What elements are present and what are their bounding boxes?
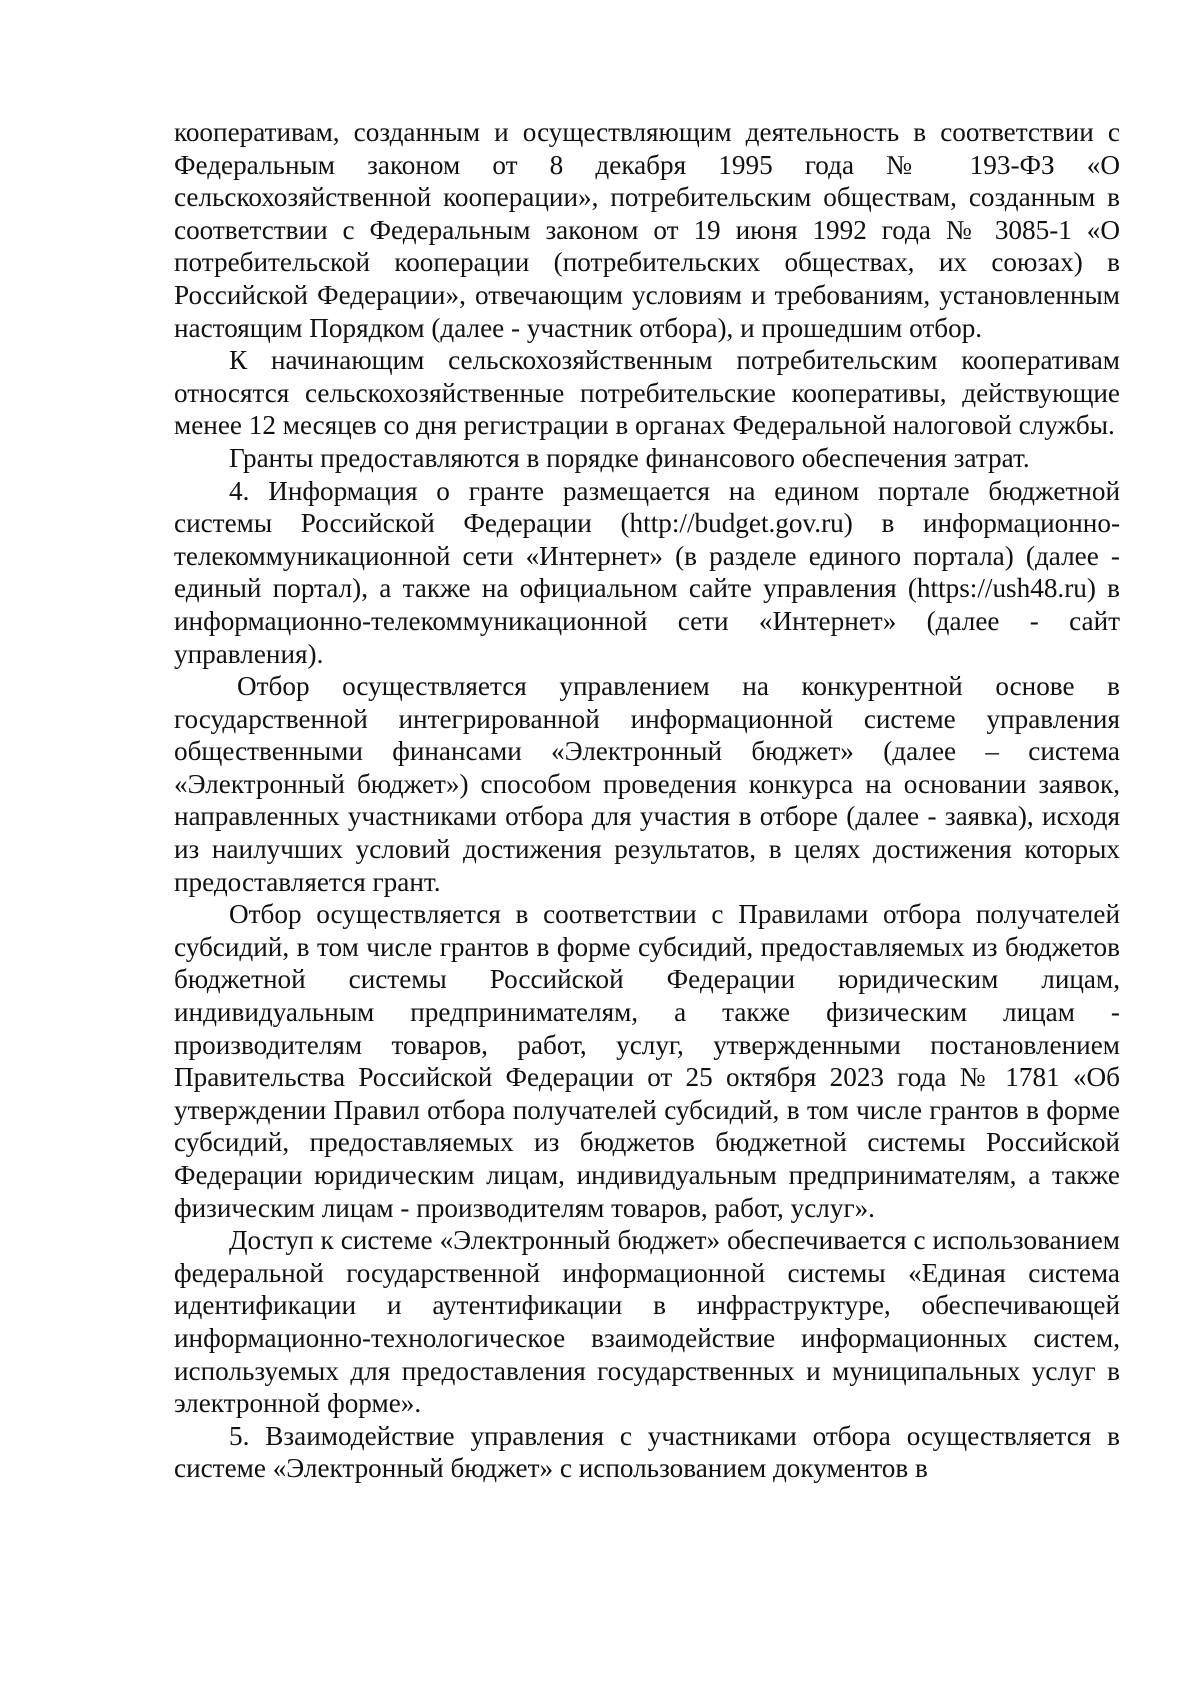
- paragraph-grants-financing: Гранты предоставляются в порядке финансового обеспечения затрат.: [229, 442, 1030, 473]
- paragraph-system-access: Доступ к системе «Электронный бюджет» обеспечивается с использованием федеральной государственной информационной системы «Единая система идентификации и аутентификации в инфраструктуре, обеспечивающей информационно-технологическое взаимодействие информационных систем, используемых для предоставления государственных и муниципальных услуг в электронной форме».: [174, 1225, 1120, 1419]
- paragraph-item-5-interaction: 5. Взаимодействие управления с участниками отбора осуществляется в системе «Электронный бюджет» с использованием документов в: [174, 1420, 1120, 1484]
- paragraph-selection-rules: Отбор осуществляется в соответствии с Правилами отбора получателей субсидий, в том числе грантов в форме субсидий, предоставляемых из бюджетов бюджетной системы Российской Федерации юридическим лицам, индивидуальным предпринимателям, а также физическим лицам - производителям товаров, работ, услуг, утвержденными постановлением Правительства Российской Федерации от 25 октября 2023 года № 1781 «Об утверждении Правил отбора получателей субсидий, в том числе грантов в форме субсидий, предоставляемых из бюджетов бюджетной системы Российской Федерации юридическим лицам, индивидуальным предпринимателям, а также физическим лицам - производителям товаров, работ, услуг».: [174, 899, 1120, 1223]
- paragraph-cooperatives-continued: кооперативам, созданным и осуществляющим деятельность в соответствии с Федеральным законом от 8 декабря 1995 года № 193-ФЗ «О сельскохозяйственной кооперации», потребительским обществам, созданным в соответствии с Федеральным законом от 19 июня 1992 года № 3085-1 «О потребительской кооперации (потребительских обществах, их союзах) в Российской Федерации», отвечающим условиям и требованиям, установленным настоящим Порядком (далее - участник отбора), и прошедшим отбор.: [174, 117, 1120, 343]
- paragraph-item-4-information: 4. Информация о гранте размещается на едином портале бюджетной системы Российской Федерации (http://budget.gov.ru) в информационно-телекоммуникационной сети «Интернет» (в разделе единого портала) (далее - единый портал), а также на официальном сайте управления (https://ush48.ru) в информационно-телекоммуникационной сети «Интернет» (далее - сайт управления).: [174, 475, 1120, 669]
- paragraph-selection-procedure: Отбор осуществляется управлением на конкурентной основе в государственной интегрированной информационной системе управления общественными финансами «Электронный бюджет» (далее – система «Электронный бюджет») способом проведения конкурса на основании заявок, направленных участниками отбора для участия в отборе (далее - заявка), исходя из наилучших условий достижения результатов, в целях достижения которых предоставляется грант.: [174, 671, 1120, 897]
- document-page: [174, 116, 1120, 1485]
- paragraph-beginning-cooperatives: К начинающим сельскохозяйственным потребительским кооперативам относятся сельскохозяйственные потребительские кооперативы, действующие менее 12 месяцев со дня регистрации в органах Федеральной налоговой службы.: [174, 345, 1120, 441]
